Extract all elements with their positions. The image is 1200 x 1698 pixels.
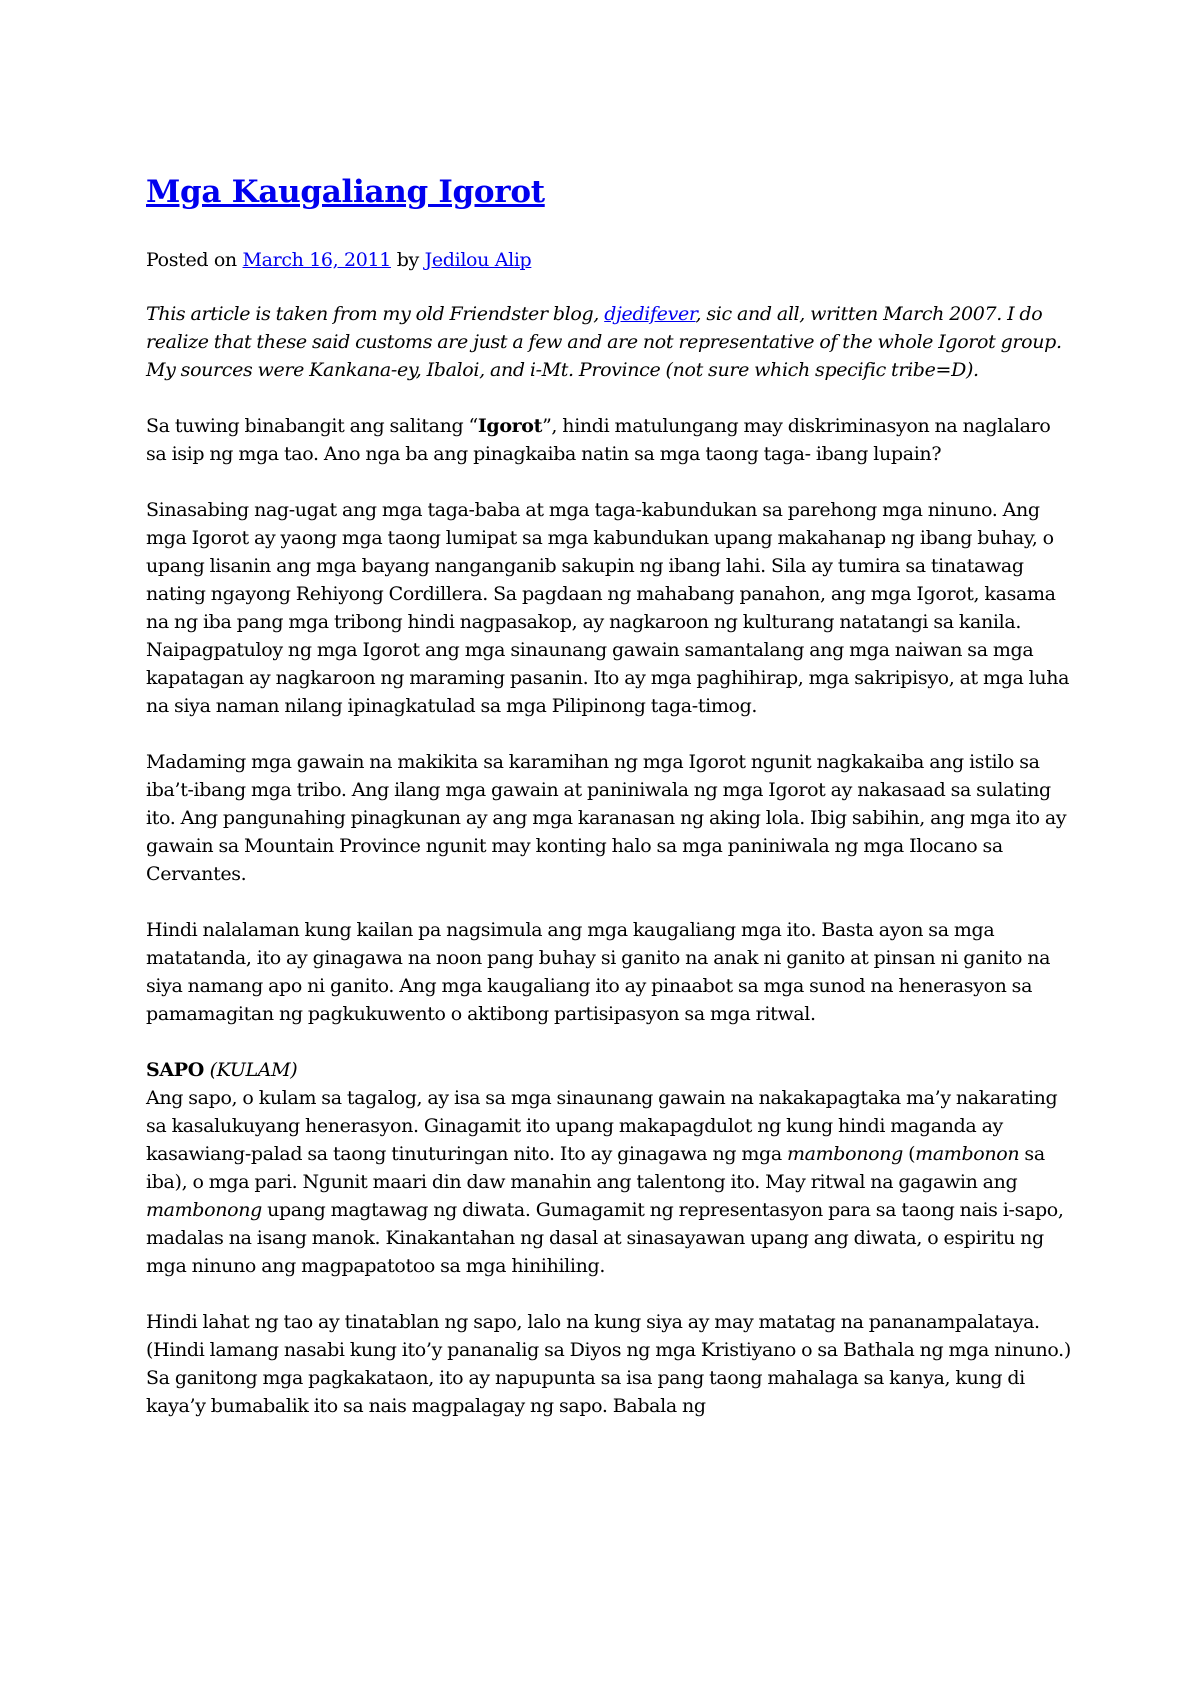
paragraph-5-part-2: ( <box>902 1143 916 1165</box>
by-label: by <box>396 249 419 271</box>
intro-text-before: This article is taken from my old Friendster blog, <box>146 303 599 325</box>
posted-on-label: Posted on <box>146 249 237 271</box>
friendster-blog-link[interactable]: djedifever <box>604 303 696 325</box>
article <box>146 170 1076 1420</box>
post-meta <box>146 246 1076 274</box>
post-title-link[interactable]: Mga Kaugaliang Igorot <box>146 174 545 210</box>
post-date-link[interactable]: March 16, 2011 <box>242 249 392 271</box>
paragraph-1-after: ”, hindi matulungang may diskriminasyon na naglalaro sa isip ng mga tao. Ano nga ba ang pinagkaiba natin sa mga taong taga- ibang lupain? <box>146 415 1051 465</box>
paragraph-5-part-1: Ang sapo, o kulam sa tagalog, ay isa sa mga sinaunang gawain na nakakapagtaka ma’y nakarating sa kasalukuyang henerasyon. Ginagamit ito upang makapagdulot ng kung hindi maganda ay kasawiang-palad sa taong tinuturingan nito. Ito ay ginagawa ng mga <box>146 1087 1058 1165</box>
mambonong-term-2: mambonong <box>146 1199 262 1221</box>
intro-paragraph <box>146 300 1076 384</box>
post-title <box>146 170 1076 214</box>
mambonon-term: mambonon <box>915 1143 1020 1165</box>
paragraph-5 <box>146 1084 1076 1280</box>
igorot-bold: Igorot <box>477 415 543 437</box>
mambonong-term-1: mambonong <box>787 1143 903 1165</box>
paragraph-4: Hindi nalalaman kung kailan pa nagsimula ang mga kaugaliang mga ito. Basta ayon sa mga matatanda, ito ay ginagawa na noon pang buhay si ganito na anak ni ganito at pinsan ni ganito na siya namang apo ni ganito. Ang mga kaugaliang ito ay pinaabot sa mga sunod na henerasyon sa pamamagitan ng pagkukuwento o aktibong partisipasyon sa mga ritwal. <box>146 919 1051 1025</box>
paragraph-5-part-4: upang magtawag ng diwata. Gumagamit ng representasyon para sa taong nais i-sapo, madalas na isang manok. Kinakantahan ng dasal at sinasayawan upang ang diwata, o espiritu ng mga ninuno ang magpapatotoo sa mga hinihiling. <box>146 1199 1064 1277</box>
paragraph-6: Hindi lahat ng tao ay tinatablan ng sapo, lalo na kung siya ay may matatag na pananampalataya. (Hindi lamang nasabi kung ito’y pananalig sa Diyos ng mga Kristiyano o sa Bathala ng mga ninuno.) Sa ganitong mga pagkakataon, ito ay napupunta sa isa pang taong mahalaga sa kanya, kung di kaya’y bumabalik ito sa nais magpalagay ng sapo. Babala ng <box>146 1311 1071 1417</box>
paragraph-5-part-3: sa iba), o mga pari. Ngunit maari din daw manahin ang talentong ito. May ritwal na gagawin ang <box>146 1143 1045 1193</box>
section-heading-main: SAPO <box>146 1059 204 1081</box>
section-heading-sub: (KULAM) <box>209 1059 298 1081</box>
paragraph-1 <box>146 412 1076 468</box>
paragraph-3: Madaming mga gawain na makikita sa karamihan ng mga Igorot ngunit nagkakaiba ang istilo sa iba’t-ibang mga tribo. Ang ilang mga gawain at paniniwala ng mga Igorot ay nakasaad sa sulating ito. Ang pangunahing pinagkunan ay ang mga karanasan ng aking lola. Ibig sabihin, ang mga ito ay gawain sa Mountain Province ngunit may konting halo sa mga paniniwala ng mga Ilocano sa Cervantes. <box>146 751 1067 885</box>
intro-text-after: , sic and all, written March 2007. I do realize that these said customs are just a few and are not representative of the whole Igorot group. My sources were Kankana-ey, Ibaloi, and i-Mt. Province (not sure which specific tribe=D). <box>146 303 1062 381</box>
paragraph-2: Sinasabing nag-ugat ang mga taga-baba at mga taga-kabundukan sa parehong mga ninuno. Ang mga Igorot ay yaong mga taong lumipat sa mga kabundukan upang makahanap ng ibang buhay, o upang lisanin ang mga bayang nanganganib sakupin ng ibang lahi. Sila ay tumira sa tinatawag nating ngayong Rehiyong Cordillera. Sa pagdaan ng mahabang panahon, ang mga Igorot, kasama na ng iba pang mga tribong hindi nagpasakop, ay nagkaroon ng kulturang natatangi sa kanila. Naipagpatuloy ng mga Igorot ang mga sinaunang gawain samantalang ang mga naiwan sa mga kapatagan ay nagkaroon ng maraming pasanin. Ito ay mga paghihirap, mga sakripisyo, at mga luha na siya naman nilang ipinagkatulad sa mga Pilipinong taga-timog. <box>146 499 1070 717</box>
paragraph-1-before: Sa tuwing binabangit ang salitang “ <box>146 415 478 437</box>
author-link[interactable]: Jedilou Alip <box>424 249 532 271</box>
section-heading <box>146 1056 1076 1084</box>
